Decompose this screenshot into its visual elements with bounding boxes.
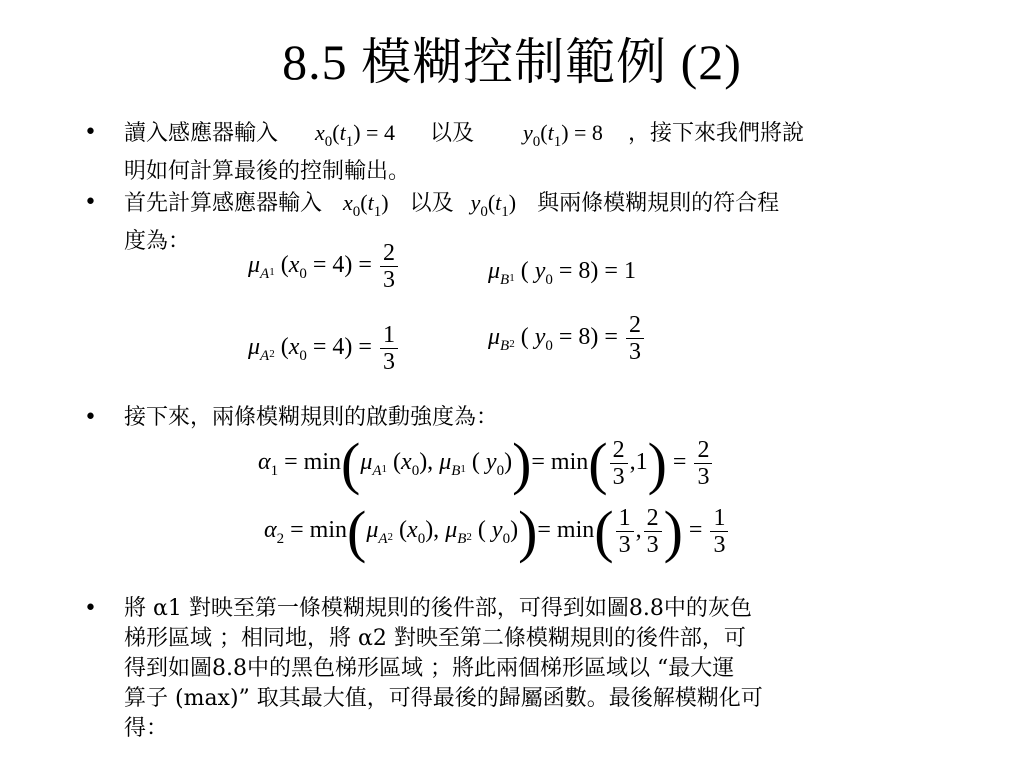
bullet-1-text: [124, 118, 939, 187]
membership-a1: $\mu_A1$ $(x_0 = 4)$ = $\frac{2}{3}$: [248, 240, 400, 293]
bullet-2-text: [124, 188, 939, 257]
b2-text-b: 以及: [409, 191, 454, 216]
bullet-4-text: [124, 594, 939, 744]
b2-text-a: 首先計算感應器輸入: [124, 191, 323, 216]
b1-expr-x: $x_0(t_1) = 4$: [315, 120, 395, 150]
b2-text-d: 度為：: [124, 229, 191, 254]
b1-text-d: 明如何計算最後的控制輸出。: [124, 159, 411, 184]
b4-line-2: 梯形區域 ；相同地，將 α2 對映至第二條模糊規則的後件部，可: [124, 626, 746, 651]
b1-expr-y: $y_0(t_1) = 8$: [522, 120, 603, 150]
membership-a2: $\mu_A2$ $(x_0 = 4)$ = $\frac{1}{3}$: [248, 322, 400, 375]
b4-line-4: 算子 (max)” 取其最大值，可得最後的歸屬函數。最後解模糊化可: [124, 686, 763, 711]
bullet-1-marker: •: [84, 120, 97, 145]
membership-b1: $\mu_B1$ ( $y_0 = 8) = 1$: [488, 258, 636, 288]
b4-line-1: 將 α1 對映至第一條模糊規則的後件部，可得到如圖8.8中的灰色: [124, 596, 752, 621]
bullet-4-marker: •: [84, 596, 97, 621]
membership-b2: $\mu_B2$ ( $y_0 = 8$) = $\frac{2}{3}$: [488, 312, 646, 365]
b1-text-b: 以及: [429, 121, 474, 146]
bullet-3-marker: •: [84, 405, 97, 430]
bullet-3-text: 接下來，兩條模糊規則的啟動強度為：: [124, 405, 499, 430]
b2-text-c: 與兩條模糊規則的符合程: [537, 191, 780, 216]
alpha-1-equation: $\alpha_1 = \min(\mu_A1$ $(x_0)$, $\mu_B1$ ( $y_0))= \min$( $\frac{2}{3}$ ,1) = $\frac{2}{3}$: [258, 430, 714, 497]
b2-expr-x: $x_0(t_1)$: [343, 190, 389, 220]
alpha-2-equation: $\alpha_2 = \min(\mu_A2$ $(x_0)$, $\mu_B2$ ( $y_0))= \min$( $\frac{1}{3}$ , $\frac{2}{3}$ ) = $\frac{1}{3}$: [264, 498, 730, 565]
b4-line-5: 得：: [124, 716, 169, 741]
page-title: 8.5 模糊控制範例 (2): [282, 34, 742, 90]
b2-expr-y: $y_0(t_1)$: [470, 190, 517, 220]
bullet-2-marker: •: [84, 190, 97, 215]
b4-line-3: 得到如圖8.8中的黑色梯形區域 ；將此兩個梯形區域以 “最大運: [124, 656, 735, 681]
b1-text-c: ，接下來我們將說: [627, 121, 804, 146]
b1-text-a: 讀入感應器輸入: [124, 121, 279, 146]
